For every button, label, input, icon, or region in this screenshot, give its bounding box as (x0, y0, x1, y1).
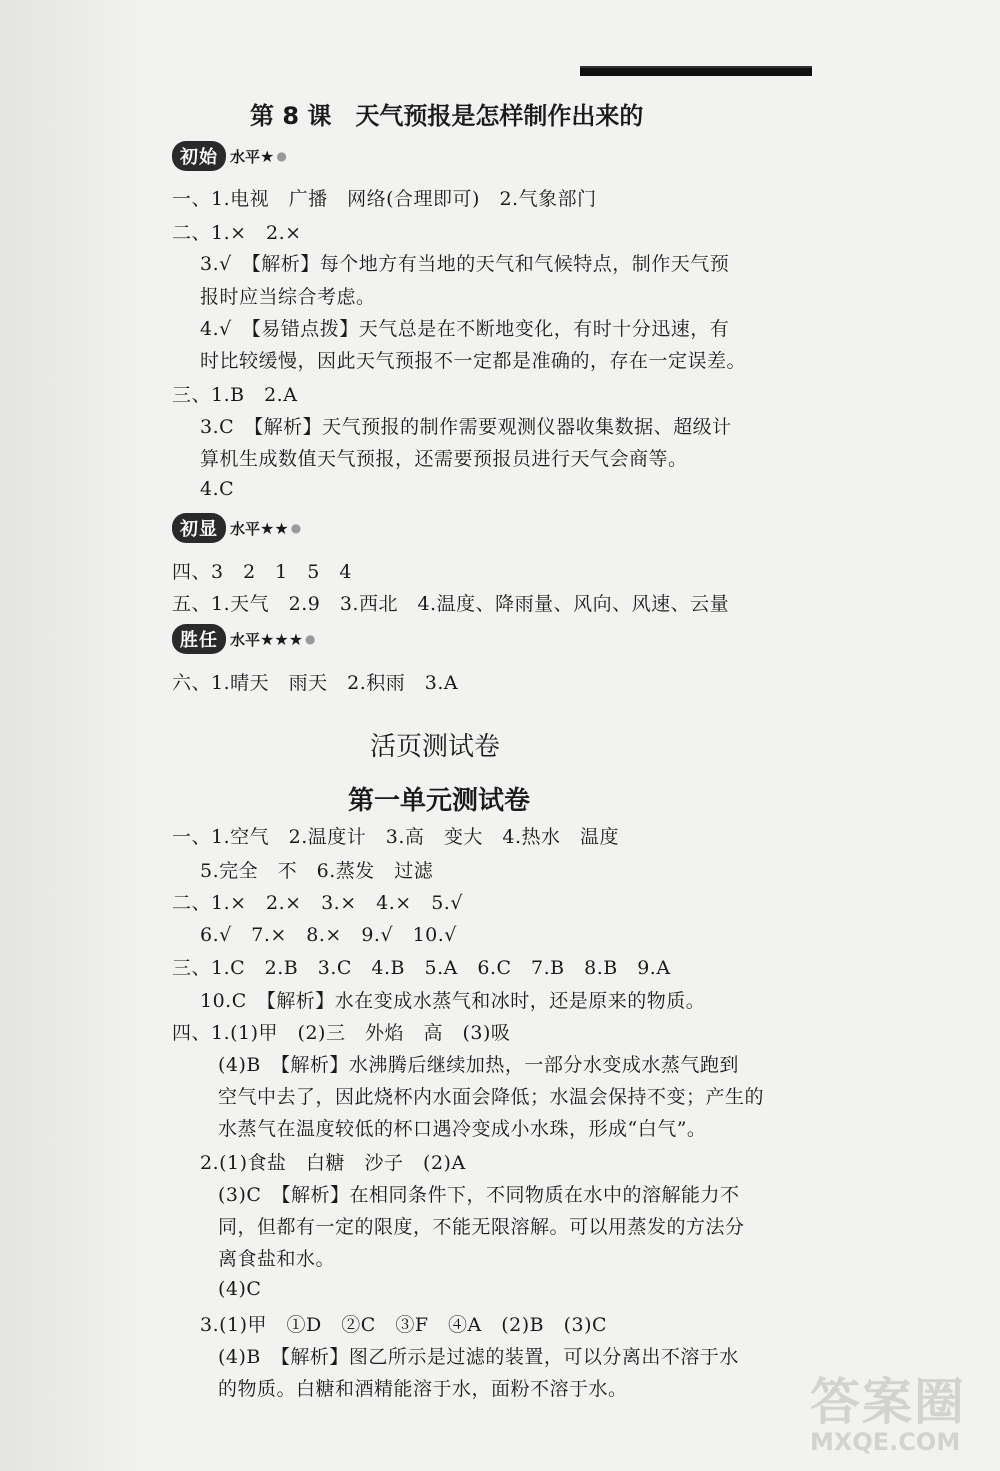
level-badge-3 (172, 624, 316, 654)
answer-line: 报时应当综合考虑。 (200, 286, 376, 308)
answer-line: 四、3 2 1 5 4 (172, 561, 352, 583)
section-title: 活页测试卷 (370, 732, 501, 762)
answer-line: (4)B 【解析】图乙所示是过滤的装置，可以分离出不溶于水 (218, 1346, 739, 1368)
answer-line: 时比较缓慢，因此天气预报不一定都是准确的，存在一定误差。 (200, 350, 747, 372)
watermark-text: 答案圈 (810, 1373, 966, 1431)
level-label: 水平 (230, 519, 261, 538)
answer-line: 离食盐和水。 (218, 1248, 336, 1270)
unit-title: 第一单元测试卷 (348, 786, 531, 816)
answer-line: 的物质。白糖和酒精能溶于水，面粉不溶于水。 (218, 1378, 628, 1400)
star-rating: ★★★ (260, 629, 304, 649)
answer-line: 算机生成数值天气预报，还需要预报员进行天气会商等。 (200, 448, 688, 470)
decoration-icon: ● (305, 632, 316, 646)
watermark-logo (810, 1362, 990, 1462)
level-badge-label: 初始 (172, 141, 226, 171)
answer-line: 3.C 【解析】天气预报的制作需要观测仪器收集数据、超级计 (200, 416, 732, 438)
star-rating: ★★ (260, 518, 289, 538)
decoration-icon: ● (276, 149, 287, 163)
answer-line: (4)C (218, 1278, 262, 1300)
page-fold-shadow (0, 0, 150, 1471)
level-label: 水平 (230, 630, 261, 649)
answer-line: 3.√ 【解析】每个地方有当地的天气和气候特点，制作天气预 (200, 253, 730, 275)
answer-line: 空气中去了，因此烧杯内水面会降低；水温会保持不变；产生的 (218, 1086, 765, 1108)
answer-line: 六、1.晴天 雨天 2.积雨 3.A (172, 672, 459, 694)
answer-line: 三、1.B 2.A (172, 384, 298, 406)
answer-line: 一、1.电视 广播 网络(合理即可) 2.气象部门 (172, 188, 597, 210)
watermark-url: MXQE.COM (810, 1428, 961, 1456)
answer-line: 5.完全 不 6.蒸发 过滤 (200, 860, 434, 882)
answer-line: 6.√ 7.× 8.× 9.√ 10.√ (200, 924, 457, 946)
answer-line: 同，但都有一定的限度，不能无限溶解。可以用蒸发的方法分 (218, 1216, 745, 1238)
answer-line: 4.√ 【易错点拨】天气总是在不断地变化，有时十分迅速，有 (200, 318, 730, 340)
answer-line: 五、1.天气 2.9 3.西北 4.温度、降雨量、风向、风速、云量 (172, 593, 730, 615)
star-rating: ★ (260, 146, 275, 166)
level-badge-1 (172, 141, 287, 171)
answer-line: 10.C 【解析】水在变成水蒸气和冰时，还是原来的物质。 (200, 990, 706, 1012)
answer-line: 水蒸气在温度较低的杯口遇冷变成小水珠，形成“白气”。 (218, 1118, 707, 1140)
lesson-title: 第 8 课 天气预报是怎样制作出来的 (250, 102, 644, 130)
answer-line: 2.(1)食盐 白糖 沙子 (2)A (200, 1152, 466, 1174)
level-badge-2 (172, 513, 301, 543)
level-badge-label: 胜任 (172, 624, 226, 654)
level-badge-label: 初显 (172, 513, 226, 543)
answer-line: (3)C 【解析】在相同条件下，不同物质在水中的溶解能力不 (218, 1184, 740, 1206)
decoration-icon: ● (290, 521, 302, 535)
answer-line: (4)B 【解析】水沸腾后继续加热，一部分水变成水蒸气跑到 (218, 1054, 739, 1076)
level-label: 水平 (230, 147, 261, 166)
answer-line: 四、1.(1)甲 (2)三 外焰 高 (3)吸 (172, 1022, 511, 1044)
answer-line: 一、1.空气 2.温度计 3.高 变大 4.热水 温度 (172, 826, 620, 848)
answer-line: 二、1.× 2.× 3.× 4.× 5.√ (172, 892, 463, 914)
header-rule (580, 68, 812, 76)
answer-line: 3.(1)甲 ①D ②C ③F ④A (2)B (3)C (200, 1314, 608, 1336)
answer-line: 4.C (200, 478, 235, 500)
answer-line: 三、1.C 2.B 3.C 4.B 5.A 6.C 7.B 8.B 9.A (172, 957, 671, 979)
answer-line: 二、1.× 2.× (172, 222, 302, 244)
